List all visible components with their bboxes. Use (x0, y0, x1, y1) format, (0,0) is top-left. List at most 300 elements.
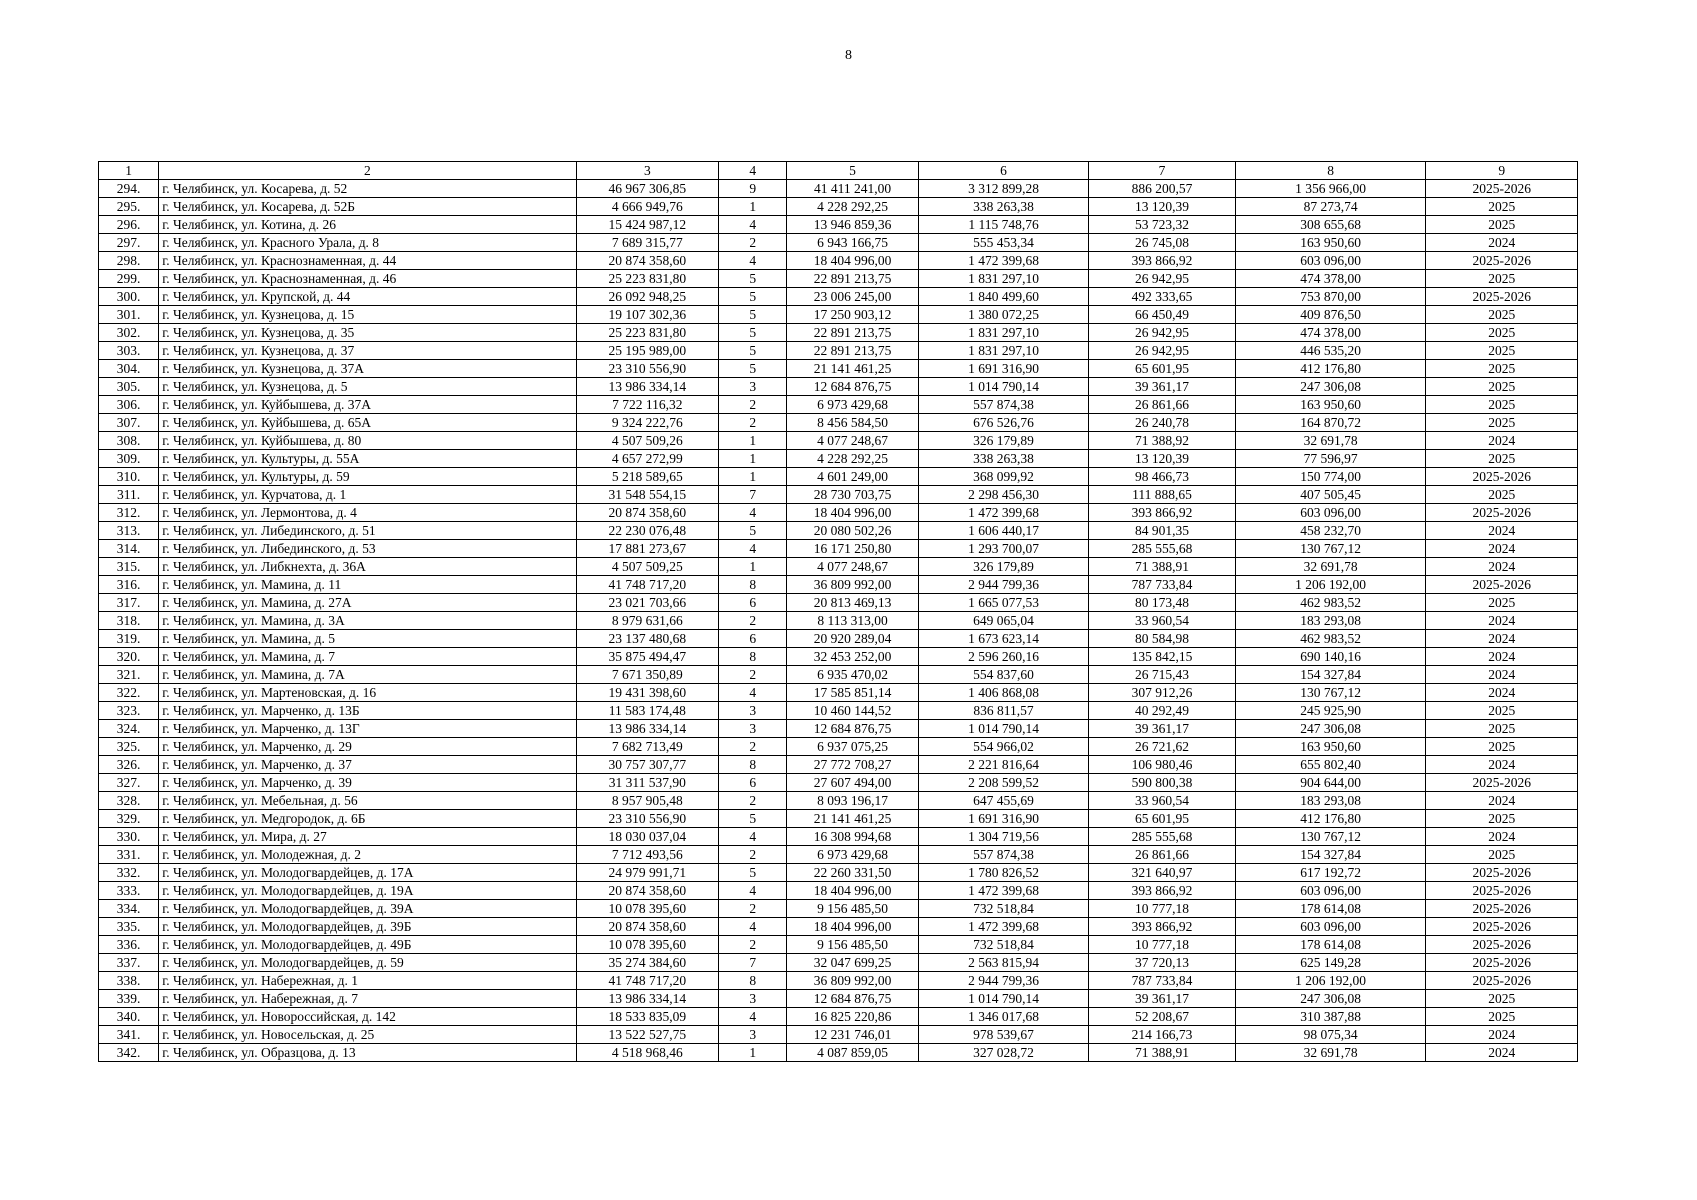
table-row (99, 990, 1578, 1008)
table-row (99, 378, 1578, 396)
cell-survey-cost: 66 450,49 (1089, 306, 1235, 324)
cell-works-cost: 17 585 851,14 (787, 684, 918, 702)
cell-works-cost: 8 113 313,00 (787, 612, 918, 630)
cell-design-cost: 458 232,70 (1235, 522, 1426, 540)
table-row (99, 612, 1578, 630)
cell-total-cost: 20 874 358,60 (576, 504, 718, 522)
cell-design-cost: 163 950,60 (1235, 738, 1426, 756)
cell-total-cost: 41 748 717,20 (576, 576, 718, 594)
table-row (99, 270, 1578, 288)
cell-design-cost: 178 614,08 (1235, 936, 1426, 954)
cell-row-number: 337. (99, 954, 159, 972)
cell-period: 2025 (1426, 990, 1578, 1008)
cell-row-number: 302. (99, 324, 159, 342)
table-row (99, 756, 1578, 774)
cell-period: 2025-2026 (1426, 288, 1578, 306)
cell-row-number: 334. (99, 900, 159, 918)
cell-control-cost: 1 014 790,14 (918, 720, 1089, 738)
cell-elevator-count: 2 (719, 414, 787, 432)
cell-elevator-count: 2 (719, 792, 787, 810)
cell-period: 2025 (1426, 1008, 1578, 1026)
cell-row-number: 308. (99, 432, 159, 450)
cell-elevator-count: 8 (719, 972, 787, 990)
cell-period: 2024 (1426, 234, 1578, 252)
cell-total-cost: 31 311 537,90 (576, 774, 718, 792)
cell-control-cost: 1 665 077,53 (918, 594, 1089, 612)
table-row (99, 810, 1578, 828)
cell-control-cost: 554 966,02 (918, 738, 1089, 756)
cell-survey-cost: 10 777,18 (1089, 900, 1235, 918)
cell-period: 2025 (1426, 378, 1578, 396)
cell-period: 2024 (1426, 432, 1578, 450)
cell-period: 2025-2026 (1426, 936, 1578, 954)
cell-row-number: 320. (99, 648, 159, 666)
cell-address: г. Челябинск, ул. Краснознаменная, д. 46 (159, 270, 576, 288)
cell-period: 2025-2026 (1426, 882, 1578, 900)
cell-survey-cost: 590 800,38 (1089, 774, 1235, 792)
page-number: 8 (845, 48, 852, 63)
table-row (99, 900, 1578, 918)
cell-design-cost: 446 535,20 (1235, 342, 1426, 360)
cell-period: 2024 (1426, 756, 1578, 774)
cell-design-cost: 474 378,00 (1235, 270, 1426, 288)
table-row (99, 882, 1578, 900)
cell-row-number: 323. (99, 702, 159, 720)
cell-works-cost: 22 891 213,75 (787, 342, 918, 360)
cell-row-number: 300. (99, 288, 159, 306)
cell-works-cost: 36 809 992,00 (787, 972, 918, 990)
cell-address: г. Челябинск, ул. Куйбышева, д. 65А (159, 414, 576, 432)
cell-total-cost: 13 522 527,75 (576, 1026, 718, 1044)
cell-total-cost: 15 424 987,12 (576, 216, 718, 234)
cell-total-cost: 19 431 398,60 (576, 684, 718, 702)
table-row (99, 198, 1578, 216)
cell-address: г. Челябинск, ул. Краснознаменная, д. 44 (159, 252, 576, 270)
cell-address: г. Челябинск, ул. Кузнецова, д. 35 (159, 324, 576, 342)
cell-elevator-count: 2 (719, 936, 787, 954)
cell-works-cost: 12 684 876,75 (787, 378, 918, 396)
cell-works-cost: 9 156 485,50 (787, 936, 918, 954)
cell-works-cost: 6 943 166,75 (787, 234, 918, 252)
cell-period: 2024 (1426, 648, 1578, 666)
cell-design-cost: 98 075,34 (1235, 1026, 1426, 1044)
cell-row-number: 298. (99, 252, 159, 270)
cell-works-cost: 18 404 996,00 (787, 882, 918, 900)
table-row (99, 738, 1578, 756)
cell-address: г. Челябинск, ул. Культуры, д. 55А (159, 450, 576, 468)
table-row (99, 342, 1578, 360)
cell-period: 2025-2026 (1426, 468, 1578, 486)
cell-works-cost: 6 937 075,25 (787, 738, 918, 756)
cell-elevator-count: 4 (719, 540, 787, 558)
cell-row-number: 303. (99, 342, 159, 360)
cell-address: г. Челябинск, ул. Мебельная, д. 56 (159, 792, 576, 810)
cell-control-cost: 1 304 719,56 (918, 828, 1089, 846)
cell-address: г. Челябинск, ул. Мамина, д. 7 (159, 648, 576, 666)
cell-period: 2025 (1426, 702, 1578, 720)
cell-period: 2025-2026 (1426, 954, 1578, 972)
cell-control-cost: 1 691 316,90 (918, 810, 1089, 828)
cell-design-cost: 904 644,00 (1235, 774, 1426, 792)
cell-address: г. Челябинск, ул. Кузнецова, д. 37 (159, 342, 576, 360)
cell-control-cost: 557 874,38 (918, 846, 1089, 864)
cell-address: г. Челябинск, ул. Молодежная, д. 2 (159, 846, 576, 864)
cell-works-cost: 20 920 289,04 (787, 630, 918, 648)
cell-works-cost: 4 077 248,67 (787, 432, 918, 450)
cell-row-number: 336. (99, 936, 159, 954)
cell-works-cost: 28 730 703,75 (787, 486, 918, 504)
cell-row-number: 317. (99, 594, 159, 612)
cell-period: 2025 (1426, 324, 1578, 342)
table-row (99, 630, 1578, 648)
table-row (99, 1008, 1578, 1026)
cell-control-cost: 3 312 899,28 (918, 180, 1089, 198)
cell-period: 2024 (1426, 828, 1578, 846)
cell-total-cost: 24 979 991,71 (576, 864, 718, 882)
cell-total-cost: 23 310 556,90 (576, 810, 718, 828)
cell-design-cost: 603 096,00 (1235, 504, 1426, 522)
cell-survey-cost: 285 555,68 (1089, 828, 1235, 846)
cell-period: 2025 (1426, 450, 1578, 468)
cell-survey-cost: 26 861,66 (1089, 846, 1235, 864)
cell-address: г. Челябинск, ул. Либединского, д. 53 (159, 540, 576, 558)
cell-address: г. Челябинск, ул. Мамина, д. 5 (159, 630, 576, 648)
housing-register-table (98, 161, 1578, 1062)
cell-elevator-count: 8 (719, 756, 787, 774)
table-row (99, 252, 1578, 270)
cell-row-number: 322. (99, 684, 159, 702)
cell-works-cost: 23 006 245,00 (787, 288, 918, 306)
cell-address: г. Челябинск, ул. Кузнецова, д. 37А (159, 360, 576, 378)
cell-design-cost: 407 505,45 (1235, 486, 1426, 504)
cell-total-cost: 17 881 273,67 (576, 540, 718, 558)
cell-works-cost: 12 684 876,75 (787, 720, 918, 738)
cell-control-cost: 2 596 260,16 (918, 648, 1089, 666)
cell-address: г. Челябинск, ул. Молодогвардейцев, д. 59 (159, 954, 576, 972)
cell-total-cost: 41 748 717,20 (576, 972, 718, 990)
cell-elevator-count: 2 (719, 846, 787, 864)
cell-elevator-count: 4 (719, 684, 787, 702)
cell-address: г. Челябинск, ул. Мамина, д. 3А (159, 612, 576, 630)
cell-total-cost: 10 078 395,60 (576, 900, 718, 918)
cell-total-cost: 4 507 509,25 (576, 558, 718, 576)
cell-total-cost: 4 518 968,46 (576, 1044, 718, 1062)
cell-total-cost: 13 986 334,14 (576, 720, 718, 738)
table-row (99, 576, 1578, 594)
cell-design-cost: 308 655,68 (1235, 216, 1426, 234)
cell-elevator-count: 2 (719, 234, 787, 252)
cell-survey-cost: 393 866,92 (1089, 252, 1235, 270)
table-row (99, 234, 1578, 252)
table-row (99, 702, 1578, 720)
cell-total-cost: 11 583 174,48 (576, 702, 718, 720)
cell-survey-cost: 321 640,97 (1089, 864, 1235, 882)
table-row (99, 864, 1578, 882)
cell-survey-cost: 71 388,91 (1089, 558, 1235, 576)
cell-row-number: 319. (99, 630, 159, 648)
cell-row-number: 321. (99, 666, 159, 684)
cell-survey-cost: 53 723,32 (1089, 216, 1235, 234)
cell-survey-cost: 393 866,92 (1089, 504, 1235, 522)
cell-survey-cost: 106 980,46 (1089, 756, 1235, 774)
cell-survey-cost: 492 333,65 (1089, 288, 1235, 306)
cell-period: 2025 (1426, 396, 1578, 414)
cell-works-cost: 4 601 249,00 (787, 468, 918, 486)
cell-design-cost: 154 327,84 (1235, 846, 1426, 864)
cell-survey-cost: 26 942,95 (1089, 342, 1235, 360)
cell-design-cost: 462 983,52 (1235, 594, 1426, 612)
cell-elevator-count: 1 (719, 198, 787, 216)
cell-control-cost: 1 831 297,10 (918, 270, 1089, 288)
cell-period: 2024 (1426, 558, 1578, 576)
cell-works-cost: 16 308 994,68 (787, 828, 918, 846)
cell-control-cost: 1 014 790,14 (918, 378, 1089, 396)
table-row (99, 180, 1578, 198)
cell-row-number: 335. (99, 918, 159, 936)
cell-control-cost: 732 518,84 (918, 936, 1089, 954)
cell-row-number: 330. (99, 828, 159, 846)
cell-works-cost: 20 080 502,26 (787, 522, 918, 540)
cell-control-cost: 647 455,69 (918, 792, 1089, 810)
cell-control-cost: 1 472 399,68 (918, 252, 1089, 270)
cell-row-number: 312. (99, 504, 159, 522)
cell-survey-cost: 33 960,54 (1089, 792, 1235, 810)
cell-row-number: 339. (99, 990, 159, 1008)
cell-survey-cost: 71 388,91 (1089, 1044, 1235, 1062)
cell-design-cost: 462 983,52 (1235, 630, 1426, 648)
cell-survey-cost: 26 715,43 (1089, 666, 1235, 684)
cell-works-cost: 4 077 248,67 (787, 558, 918, 576)
cell-design-cost: 690 140,16 (1235, 648, 1426, 666)
cell-survey-cost: 13 120,39 (1089, 198, 1235, 216)
cell-elevator-count: 5 (719, 342, 787, 360)
table-row (99, 216, 1578, 234)
cell-period: 2025 (1426, 342, 1578, 360)
cell-row-number: 338. (99, 972, 159, 990)
cell-total-cost: 25 223 831,80 (576, 270, 718, 288)
cell-design-cost: 154 327,84 (1235, 666, 1426, 684)
cell-period: 2024 (1426, 1044, 1578, 1062)
cell-period: 2025 (1426, 594, 1578, 612)
cell-works-cost: 13 946 859,36 (787, 216, 918, 234)
cell-design-cost: 625 149,28 (1235, 954, 1426, 972)
cell-row-number: 316. (99, 576, 159, 594)
cell-control-cost: 2 298 456,30 (918, 486, 1089, 504)
cell-design-cost: 617 192,72 (1235, 864, 1426, 882)
cell-control-cost: 2 221 816,64 (918, 756, 1089, 774)
cell-address: г. Челябинск, ул. Мартеновская, д. 16 (159, 684, 576, 702)
cell-survey-cost: 13 120,39 (1089, 450, 1235, 468)
column-number-8: 8 (1235, 162, 1426, 180)
cell-total-cost: 20 874 358,60 (576, 918, 718, 936)
cell-row-number: 307. (99, 414, 159, 432)
cell-row-number: 331. (99, 846, 159, 864)
cell-address: г. Челябинск, ул. Лермонтова, д. 4 (159, 504, 576, 522)
cell-survey-cost: 80 173,48 (1089, 594, 1235, 612)
table-row (99, 594, 1578, 612)
cell-control-cost: 2 563 815,94 (918, 954, 1089, 972)
cell-control-cost: 676 526,76 (918, 414, 1089, 432)
cell-survey-cost: 26 721,62 (1089, 738, 1235, 756)
cell-row-number: 315. (99, 558, 159, 576)
cell-survey-cost: 26 240,78 (1089, 414, 1235, 432)
cell-address: г. Челябинск, ул. Курчатова, д. 1 (159, 486, 576, 504)
cell-control-cost: 326 179,89 (918, 558, 1089, 576)
cell-control-cost: 1 472 399,68 (918, 504, 1089, 522)
cell-control-cost: 649 065,04 (918, 612, 1089, 630)
cell-address: г. Челябинск, ул. Марченко, д. 13Г (159, 720, 576, 738)
cell-survey-cost: 33 960,54 (1089, 612, 1235, 630)
cell-period: 2024 (1426, 522, 1578, 540)
table-row (99, 666, 1578, 684)
cell-row-number: 311. (99, 486, 159, 504)
cell-total-cost: 7 689 315,77 (576, 234, 718, 252)
cell-design-cost: 164 870,72 (1235, 414, 1426, 432)
cell-elevator-count: 5 (719, 810, 787, 828)
cell-elevator-count: 5 (719, 324, 787, 342)
cell-control-cost: 1 346 017,68 (918, 1008, 1089, 1026)
cell-period: 2024 (1426, 684, 1578, 702)
table-row (99, 720, 1578, 738)
cell-period: 2025-2026 (1426, 918, 1578, 936)
cell-design-cost: 247 306,08 (1235, 720, 1426, 738)
cell-works-cost: 22 891 213,75 (787, 270, 918, 288)
cell-period: 2025 (1426, 270, 1578, 288)
cell-period: 2025 (1426, 198, 1578, 216)
cell-period: 2025 (1426, 360, 1578, 378)
cell-control-cost: 1 406 868,08 (918, 684, 1089, 702)
cell-works-cost: 18 404 996,00 (787, 918, 918, 936)
cell-elevator-count: 3 (719, 378, 787, 396)
cell-control-cost: 368 099,92 (918, 468, 1089, 486)
cell-control-cost: 1 115 748,76 (918, 216, 1089, 234)
cell-row-number: 329. (99, 810, 159, 828)
cell-control-cost: 327 028,72 (918, 1044, 1089, 1062)
cell-works-cost: 17 250 903,12 (787, 306, 918, 324)
cell-total-cost: 7 722 116,32 (576, 396, 718, 414)
cell-control-cost: 1 673 623,14 (918, 630, 1089, 648)
cell-design-cost: 1 206 192,00 (1235, 576, 1426, 594)
column-number-row (99, 162, 1578, 180)
cell-survey-cost: 39 361,17 (1089, 378, 1235, 396)
cell-design-cost: 183 293,08 (1235, 792, 1426, 810)
cell-elevator-count: 2 (719, 900, 787, 918)
cell-control-cost: 1 014 790,14 (918, 990, 1089, 1008)
cell-total-cost: 13 986 334,14 (576, 990, 718, 1008)
cell-period: 2025 (1426, 306, 1578, 324)
cell-address: г. Челябинск, ул. Марченко, д. 37 (159, 756, 576, 774)
cell-design-cost: 1 206 192,00 (1235, 972, 1426, 990)
cell-period: 2024 (1426, 630, 1578, 648)
cell-row-number: 296. (99, 216, 159, 234)
cell-control-cost: 1 691 316,90 (918, 360, 1089, 378)
cell-control-cost: 1 380 072,25 (918, 306, 1089, 324)
cell-period: 2025-2026 (1426, 774, 1578, 792)
cell-design-cost: 183 293,08 (1235, 612, 1426, 630)
cell-address: г. Челябинск, ул. Культуры, д. 59 (159, 468, 576, 486)
cell-survey-cost: 787 733,84 (1089, 576, 1235, 594)
cell-row-number: 328. (99, 792, 159, 810)
cell-period: 2025 (1426, 720, 1578, 738)
cell-period: 2024 (1426, 540, 1578, 558)
cell-survey-cost: 787 733,84 (1089, 972, 1235, 990)
table-row (99, 540, 1578, 558)
cell-design-cost: 753 870,00 (1235, 288, 1426, 306)
cell-total-cost: 8 957 905,48 (576, 792, 718, 810)
cell-elevator-count: 5 (719, 864, 787, 882)
cell-design-cost: 409 876,50 (1235, 306, 1426, 324)
cell-control-cost: 557 874,38 (918, 396, 1089, 414)
cell-survey-cost: 65 601,95 (1089, 810, 1235, 828)
cell-control-cost: 1 831 297,10 (918, 342, 1089, 360)
cell-elevator-count: 1 (719, 450, 787, 468)
cell-row-number: 340. (99, 1008, 159, 1026)
cell-period: 2025-2026 (1426, 180, 1578, 198)
cell-works-cost: 16 171 250,80 (787, 540, 918, 558)
cell-survey-cost: 40 292,49 (1089, 702, 1235, 720)
cell-total-cost: 35 274 384,60 (576, 954, 718, 972)
cell-control-cost: 1 606 440,17 (918, 522, 1089, 540)
cell-survey-cost: 26 942,95 (1089, 324, 1235, 342)
cell-address: г. Челябинск, ул. Марченко, д. 13Б (159, 702, 576, 720)
cell-works-cost: 10 460 144,52 (787, 702, 918, 720)
table-row (99, 846, 1578, 864)
cell-works-cost: 18 404 996,00 (787, 252, 918, 270)
cell-works-cost: 21 141 461,25 (787, 360, 918, 378)
cell-works-cost: 36 809 992,00 (787, 576, 918, 594)
cell-elevator-count: 3 (719, 720, 787, 738)
cell-control-cost: 732 518,84 (918, 900, 1089, 918)
cell-period: 2025-2026 (1426, 864, 1578, 882)
cell-address: г. Челябинск, ул. Либкнехта, д. 36А (159, 558, 576, 576)
cell-period: 2025 (1426, 846, 1578, 864)
cell-address: г. Челябинск, ул. Молодогвардейцев, д. 17А (159, 864, 576, 882)
cell-elevator-count: 4 (719, 828, 787, 846)
cell-address: г. Челябинск, ул. Косарева, д. 52 (159, 180, 576, 198)
cell-row-number: 310. (99, 468, 159, 486)
cell-total-cost: 25 223 831,80 (576, 324, 718, 342)
cell-survey-cost: 26 745,08 (1089, 234, 1235, 252)
cell-total-cost: 25 195 989,00 (576, 342, 718, 360)
cell-elevator-count: 4 (719, 918, 787, 936)
cell-works-cost: 27 607 494,00 (787, 774, 918, 792)
cell-row-number: 299. (99, 270, 159, 288)
table-row (99, 936, 1578, 954)
cell-total-cost: 7 712 493,56 (576, 846, 718, 864)
cell-works-cost: 22 891 213,75 (787, 324, 918, 342)
cell-control-cost: 1 293 700,07 (918, 540, 1089, 558)
cell-works-cost: 32 047 699,25 (787, 954, 918, 972)
table-row (99, 504, 1578, 522)
cell-works-cost: 16 825 220,86 (787, 1008, 918, 1026)
cell-total-cost: 23 021 703,66 (576, 594, 718, 612)
cell-address: г. Челябинск, ул. Новороссийская, д. 142 (159, 1008, 576, 1026)
cell-address: г. Челябинск, ул. Мамина, д. 7А (159, 666, 576, 684)
cell-design-cost: 412 176,80 (1235, 360, 1426, 378)
cell-survey-cost: 393 866,92 (1089, 882, 1235, 900)
cell-elevator-count: 1 (719, 468, 787, 486)
cell-works-cost: 4 228 292,25 (787, 450, 918, 468)
cell-row-number: 294. (99, 180, 159, 198)
cell-works-cost: 8 456 584,50 (787, 414, 918, 432)
cell-survey-cost: 65 601,95 (1089, 360, 1235, 378)
cell-elevator-count: 7 (719, 486, 787, 504)
cell-elevator-count: 6 (719, 594, 787, 612)
table-row (99, 684, 1578, 702)
cell-design-cost: 130 767,12 (1235, 684, 1426, 702)
cell-address: г. Челябинск, ул. Мамина, д. 27А (159, 594, 576, 612)
cell-design-cost: 163 950,60 (1235, 396, 1426, 414)
